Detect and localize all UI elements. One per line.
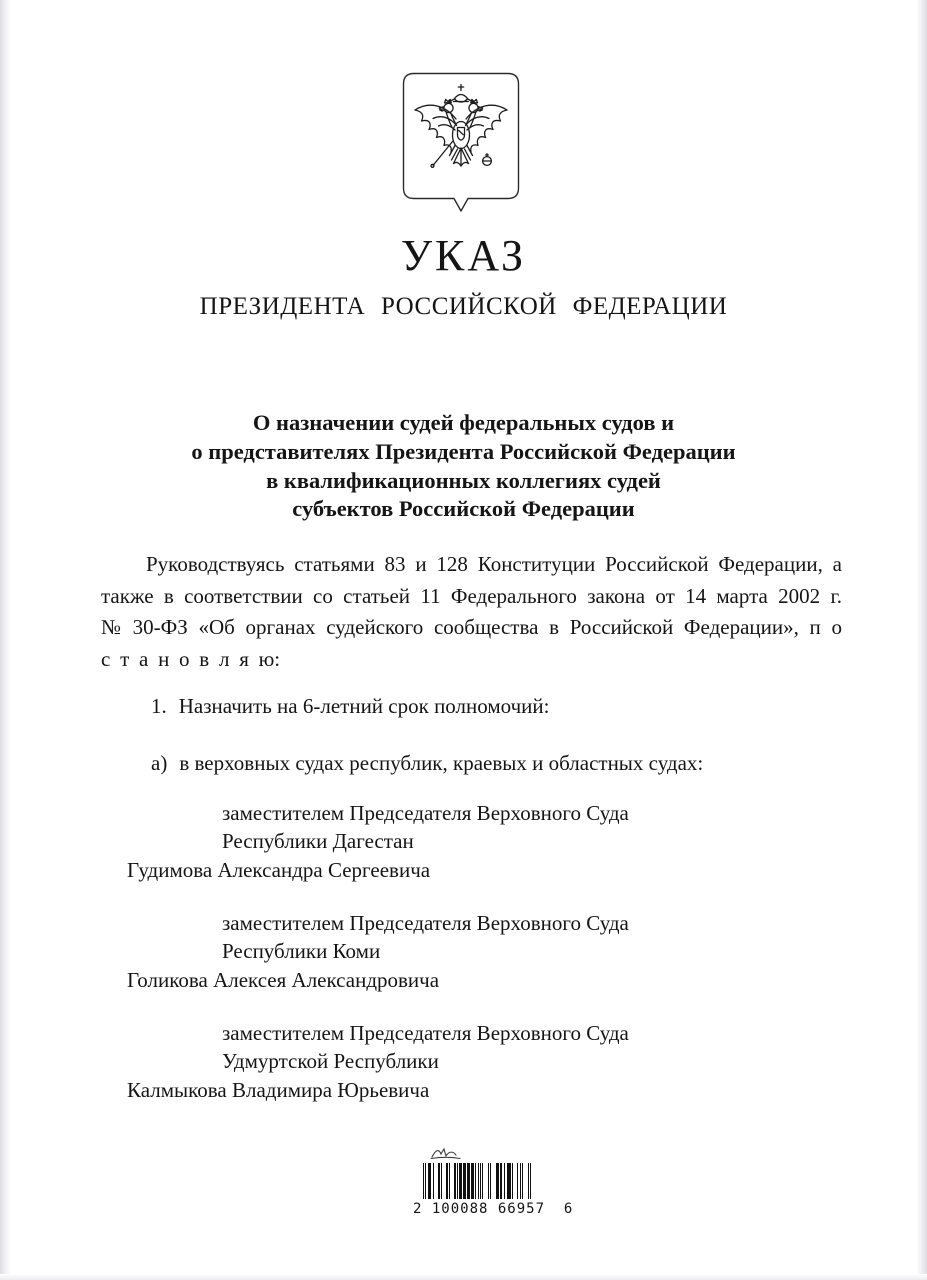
list-item-marker: 1. — [151, 694, 167, 718]
barcode-bars — [413, 1163, 541, 1199]
doc-type-title: УКАЗ — [400, 231, 527, 280]
issuer-title: ПРЕЗИДЕНТА РОССИЙСКОЙ ФЕДЕРАЦИИ — [199, 293, 728, 320]
position-line: Республики Дагестан — [222, 829, 414, 854]
appointment-block — [101, 799, 842, 884]
list-item-text: Назначить на 6-летний срок полномочий: — [178, 694, 550, 718]
position-line: Удмуртской Республики — [222, 1049, 439, 1074]
appointee-name: Голикова Алексея Александровича — [127, 967, 440, 992]
barcode-number: 2 100088 66957 6 — [413, 1201, 574, 1217]
list-item-text: в верховных судах республик, краевых и областных судах: — [179, 751, 704, 775]
title-line: в квалификационных коллегиях судей — [266, 467, 661, 493]
position-line: заместителем Председателя Верховного Суда — [222, 911, 629, 935]
position-line: заместителем Председателя Верховного Суда — [222, 801, 629, 825]
preamble-paragraph: Руководствуясь статьями 83 и 128 Конституции Российской Федерации, а также в соответствии со статьей 11 Федерального закона от 14 марта 2002 г. № 30-ФЗ «Об органах судейского сообщества в Российской Федерации», п о с т а н о в л я ю: — [101, 552, 842, 671]
decree-subject-title — [93, 409, 834, 524]
appointment-block — [101, 1019, 842, 1104]
appointee-name: Гудимова Александра Сергеевича — [127, 857, 431, 882]
list-item-a — [151, 751, 703, 776]
barcode — [413, 1147, 574, 1217]
handwritten-mark-icon — [429, 1147, 463, 1162]
list-item-1 — [151, 694, 549, 719]
scan-edge-bottom — [0, 1274, 927, 1280]
position-line: заместителем Председателя Верховного Суда — [222, 1021, 629, 1045]
coat-of-arms-frame — [402, 72, 520, 214]
list-item-marker: а) — [151, 751, 168, 775]
scan-edge-right — [916, 0, 927, 1280]
position-line: Республики Коми — [222, 939, 381, 964]
title-line: субъектов Российской Федерации — [292, 496, 635, 522]
appointee-name: Калмыкова Владимира Юрьевича — [127, 1077, 430, 1102]
title-line: о представителях Президента Российской Федерации — [191, 438, 736, 464]
appointment-block — [101, 909, 842, 994]
title-line: О назначении судей федеральных судов и — [252, 410, 675, 435]
scan-edge-left — [0, 0, 11, 1280]
